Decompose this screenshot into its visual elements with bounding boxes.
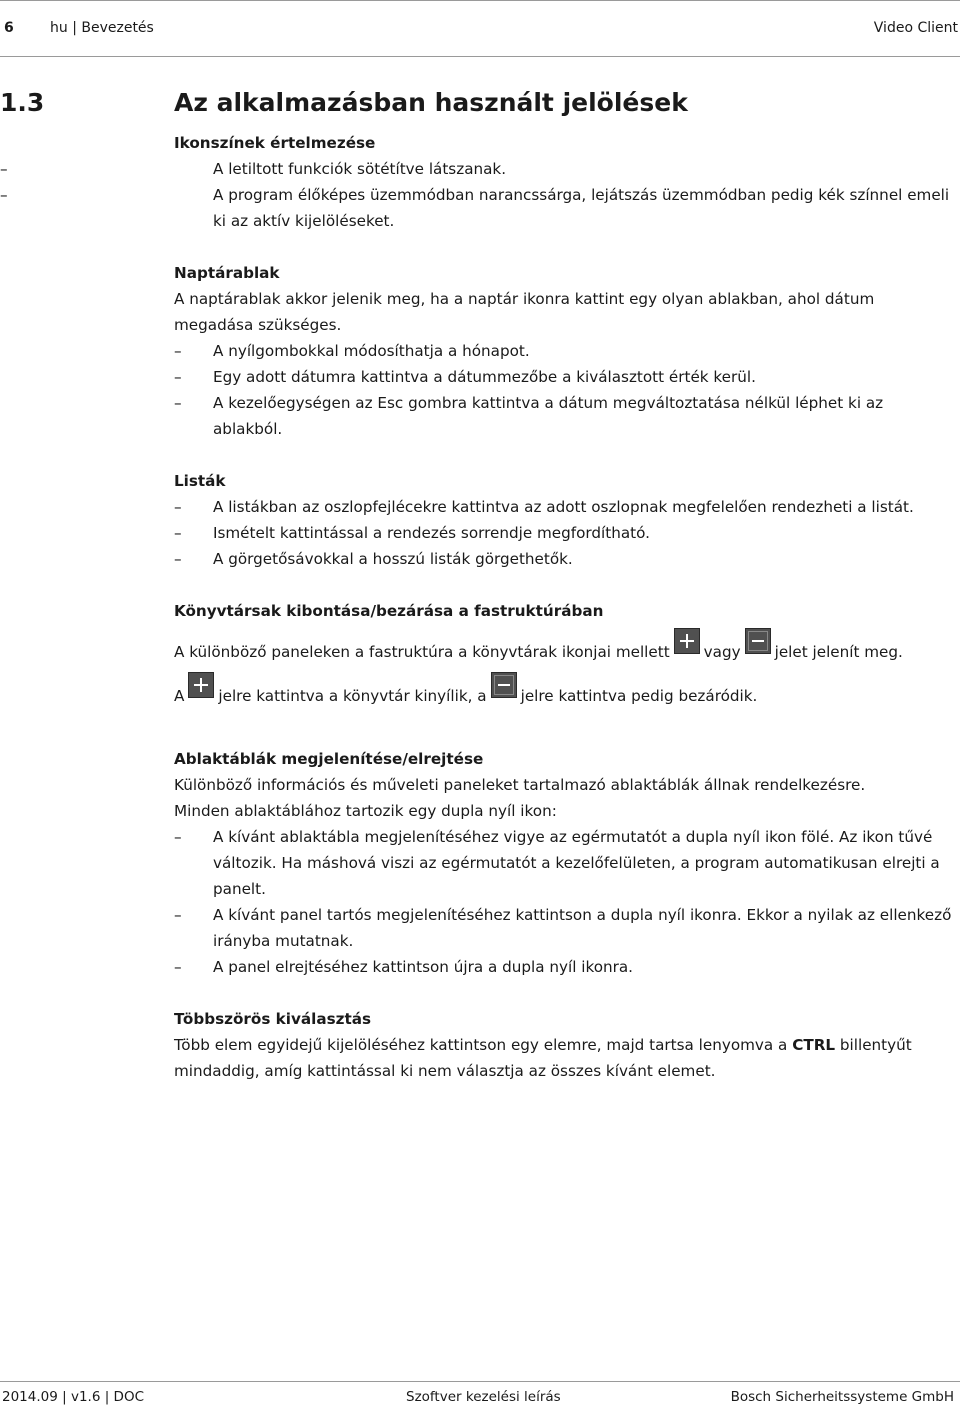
footer-rule [0,1381,960,1382]
panes-intro-2: Minden ablaktáblához tartozik egy dupla nyíl ikon: [174,802,557,820]
ctrl-key-label: CTRL [792,1036,836,1054]
list-item: – Egy adott dátumra kattintva a dátummezőbe a kiválasztott érték kerül. [174,364,954,390]
footer-doc-title: Szoftver kezelési leírás [406,1389,561,1405]
dash-marker: – [174,550,182,568]
dash-marker: – [174,394,182,412]
list-item: – A panel elrejtéséhez kattintson újra a dupla nyíl ikonra. [174,954,954,980]
footer-company: Bosch Sicherheitssysteme GmbH [730,1389,954,1405]
plus-box-icon [188,672,214,698]
list-item: – A kívánt panel tartós megjelenítéséhez kattintson a dupla nyíl ikonra. Ekkor a nyilak az ellenkező irányba mutatnak. [174,902,954,954]
panes-list [174,824,954,980]
lists-list [174,494,954,572]
tree-heading: Könyvtársak kibontása/bezárása a fastruktúrában [174,602,604,620]
dash-marker: – [0,186,8,204]
product-name: Video Client [873,20,958,36]
minus-box-icon [491,672,517,698]
list-item: – A letiltott funkciók sötétítve látszanak. [0,156,954,182]
panes-intro-1: Különböző információs és műveleti paneleket tartalmazó ablaktáblák állnak rendelkezésre. [174,776,866,794]
section-title: Az alkalmazásban használt jelölések [174,88,688,117]
list-item: – A program élőképes üzemmódban narancssárga, lejátszás üzemmódban pedig kék színnel emeli ki az aktív kijelöléseket. [0,182,954,234]
dash-marker: – [174,524,182,542]
minus-box-icon [745,628,771,654]
list-item: – Ismételt kattintással a rendezés sorrendje megfordítható. [174,520,954,546]
header-top-rule [0,0,960,1]
calendar-list [174,338,954,442]
calendar-heading: Naptárablak [174,264,280,282]
dash-marker: – [174,828,182,846]
page-number: 6 [4,20,14,36]
tree-line-2: A jelre kattintva a könyvtár kinyílik, a jelre kattintva pedig bezáródik. [174,672,954,716]
plus-box-icon [674,628,700,654]
dash-marker: – [174,342,182,360]
dash-marker: – [0,160,8,178]
dash-marker: – [174,368,182,386]
breadcrumb: hu | Bevezetés [50,20,154,36]
icon-colors-heading: Ikonszínek értelmezése [174,134,376,152]
list-item: – A görgetősávokkal a hosszú listák görgethetők. [174,546,954,572]
panes-heading: Ablaktáblák megjelenítése/elrejtése [174,750,484,768]
section-number: 1.3 [0,88,45,117]
icon-colors-list [0,156,954,234]
dash-marker: – [174,958,182,976]
list-item: – A listákban az oszlopfejlécekre kattintva az adott oszlopnak megfelelően rendezheti a listát. [174,494,954,520]
dash-marker: – [174,498,182,516]
multi-select-heading: Többszörös kiválasztás [174,1010,372,1028]
list-item: – A kezelőegységen az Esc gombra kattintva a dátum megváltoztatása nélkül léphet ki az ablakból. [174,390,954,442]
list-item: – A kívánt ablaktábla megjelenítéséhez vigye az egérmutatót a dupla nyíl ikon fölé. Az ikon tűvé változik. Ha máshová viszi az egérmutatót a kezelőfelületen, a program automatikusan elrejti a panelt. [174,824,954,902]
dash-marker: – [174,906,182,924]
header-rule [0,56,960,57]
calendar-intro: A naptárablak akkor jelenik meg, ha a naptár ikonra kattint egy olyan ablakban, ahol dátum megadása szükséges. [174,290,875,334]
tree-line-1: A különböző paneleken a fastruktúra a könyvtárak ikonjai mellett vagy jelet jelenít meg. [174,628,954,672]
footer-doc-info: 2014.09 | v1.6 | DOC [2,1389,144,1405]
page-body [0,130,954,1084]
multi-select-text: Több elem egyidejű kijelöléséhez kattintson egy elemre, majd tartsa lenyomva a CTRL billentyűt mindaddig, amíg kattintással ki nem választja az összes kívánt elemet. [174,1036,912,1080]
lists-heading: Listák [174,472,226,490]
list-item: – A nyílgombokkal módosíthatja a hónapot. [174,338,954,364]
